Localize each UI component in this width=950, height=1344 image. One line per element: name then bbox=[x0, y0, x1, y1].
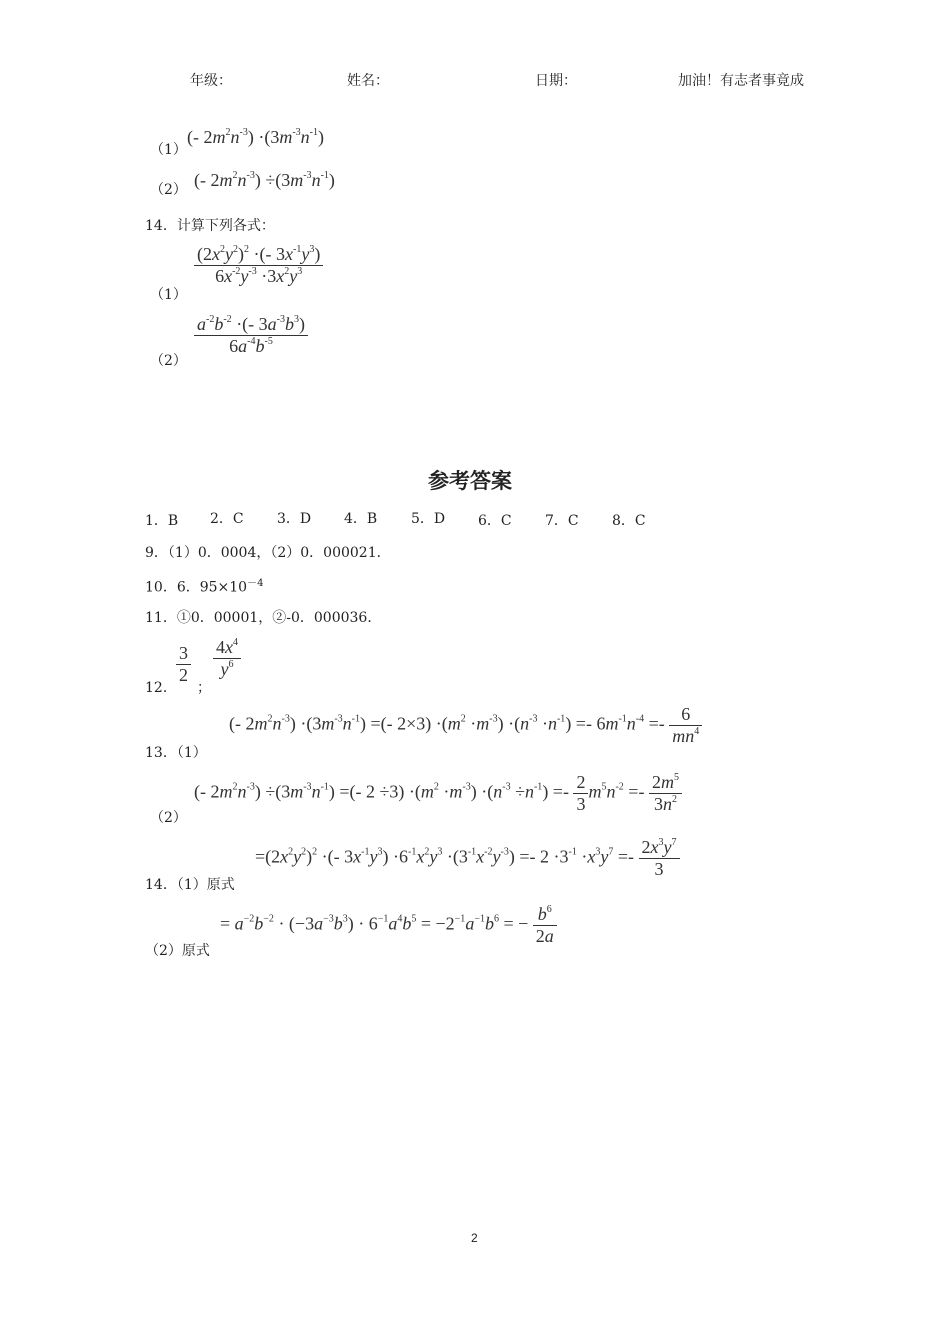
answer-mc-8: 8．C bbox=[612, 513, 646, 529]
answer-14-part2-label: （2）原式 bbox=[145, 943, 210, 959]
answer-10 bbox=[145, 574, 263, 597]
answer-14-part2-solution: = $a^{-2}b^{-2} \cdot (-3a^{-3}b^3) \cdot 6^{-1}a^4b^5 = -2^{-1}a^{-1}b^6$ = − $\frac{b^6}{2a}$ bbox=[220, 904, 557, 947]
answer-13-part2-solution: (- $2m^2n^{-3}) \div(3m^{-3}n^{-1})$ =(- $2 \div 3) \cdot(m^2 \cdot m^{-3}) \cdot(n^{-3} \div n^{-1})$ =- $\frac{2}{3}$ $m^5n^{-2}$ =- $\frac{2m^5}{3n^2}$ bbox=[194, 772, 682, 815]
q13-part2-label: （2） bbox=[150, 182, 187, 198]
q13-part1-label: （1） bbox=[150, 142, 187, 158]
answer-13-label: 13．（1） bbox=[145, 745, 207, 761]
q14-part2-fraction: $\frac{a^{-2}b^{-2} \cdot(- 3a^{-3}b^3)}{6a^{-4}b^{-5}}$ bbox=[194, 314, 308, 357]
answer-12-fraction-1: $\frac{3}{2}$ bbox=[176, 643, 191, 686]
q13-part2-expression: (- $2m^2n^{-3}) \div(3m^{-3}n^{-1})$ bbox=[194, 170, 335, 190]
q14-title: 14．计算下列各式： bbox=[145, 218, 275, 234]
answer-mc-5: 5．D bbox=[411, 511, 446, 527]
answer-mc-7: 7．C bbox=[545, 513, 579, 529]
answer-10-base: 10．6．95×10 bbox=[145, 579, 248, 596]
q13-part1-expression: (- $2m^2n^{-3}) \cdot(3m^{-3}n^{-1})$ bbox=[187, 127, 325, 147]
answer-11: 11．①0．00001，②-0．000036． bbox=[145, 610, 382, 626]
motto-text: 加油！有志者事竟成 bbox=[678, 73, 804, 89]
date-label: 日期： bbox=[535, 73, 577, 89]
q14-part2-label: （2） bbox=[150, 353, 187, 369]
answer-14-part1-solution: $=(2x^2y^2)^2$ ·(- $3x^{-1}y^3) \cdot 6^{-1}x^2y^3 \cdot(3^{-1}x^{-2}y^{-3}) =- 2 \cdot 3^{-1} \cdot x^3y^7$ =- $\frac{2x^3y^7}{3}$ bbox=[255, 837, 680, 880]
answers-title: 参考答案 bbox=[428, 468, 512, 493]
answer-10-exponent: －4 bbox=[247, 578, 264, 589]
answer-14-label: 14．（1）原式 bbox=[145, 877, 235, 893]
page-number: 2 bbox=[471, 1231, 478, 1245]
answer-12-label: 12． bbox=[145, 680, 177, 696]
answer-13-part1-solution: (- $2m^2n^{-3}) \cdot(3m^{-3}n^{-1})$ =(- $2\times 3) \cdot(m^2 \cdot m^{-3}) \cdot(n^{-3} \cdot n^{-1}) =- 6m^{-1}n^{-4}$ =- $\frac{6}{mn^4}$ bbox=[229, 704, 702, 747]
answer-mc-2: 2．C bbox=[210, 511, 244, 527]
grade-label: 年级： bbox=[190, 73, 232, 89]
answer-mc-1: 1．B bbox=[145, 513, 179, 529]
q14-part1-fraction: $\frac{(2x^2y^2)^2 \cdot(- 3x^{-1}y^3)}{6x^{-2}y^{-3} \cdot 3x^2y^3}$ bbox=[194, 244, 323, 287]
answer-mc-6: 6．C bbox=[478, 513, 512, 529]
answer-12-fraction-2: $\frac{4x^4}{y^6}$ bbox=[213, 637, 241, 680]
answer-9: 9．（1）0．0004，（2）0．000021． bbox=[145, 545, 391, 561]
answer-mc-4: 4．B bbox=[344, 511, 378, 527]
answer-12-separator: ； bbox=[197, 680, 211, 696]
answer-13-part2-label: （2） bbox=[150, 810, 187, 826]
answer-mc-3: 3．D bbox=[277, 511, 312, 527]
q14-part1-label: （1） bbox=[150, 287, 187, 303]
name-label: 姓名： bbox=[347, 73, 389, 89]
